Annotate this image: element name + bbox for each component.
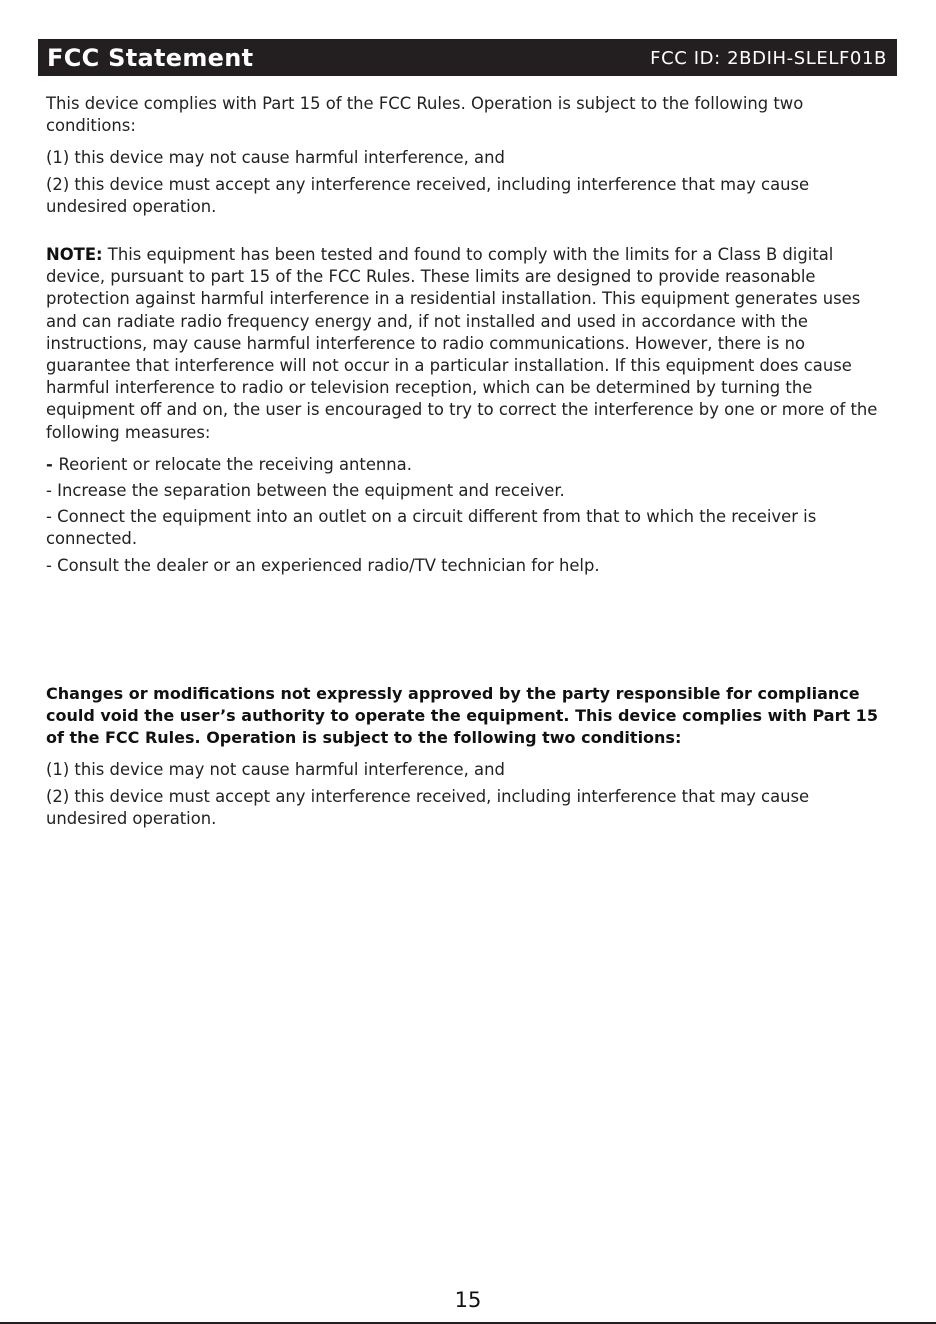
note-paragraph — [46, 244, 891, 444]
measure-item: - Consult the dealer or an experienced radio/TV technician for help. — [46, 555, 600, 575]
header-bar — [38, 39, 897, 76]
page-number: 15 — [454, 1288, 482, 1312]
fcc-id: FCC ID: 2BDIH-SLELF01B — [650, 48, 887, 69]
compliance-intro: This device complies with Part 15 of the FCC Rules. Operation is subject to the following two conditions: — [46, 94, 804, 136]
measure-item: - Connect the equipment into an outlet on a circuit different from that to which the receiver is connected. — [46, 507, 817, 549]
dash-bullet: - — [46, 454, 59, 474]
note-label: NOTE: — [46, 245, 103, 265]
condition-2: (2) this device must accept any interference received, including interference that may cause undesired operation. — [46, 174, 810, 216]
condition-2: (2) this device must accept any interference received, including interference that may cause undesired operation. — [46, 786, 810, 828]
modification-warning: Changes or modifications not expressly approved by the party responsible for compliance could void the user’s authority to operate the equipment. This device complies with Part 15 of the FCC Rules. Operation is subject to the following two conditions: — [46, 683, 878, 748]
measure-text: Reorient or relocate the receiving antenna. — [58, 454, 412, 474]
measure-item: - Increase the separation between the equipment and receiver. — [46, 481, 565, 501]
document-body — [46, 93, 891, 830]
condition-1: (1) this device may not cause harmful interference, and — [46, 148, 505, 168]
measure-item — [46, 454, 891, 476]
note-text: This equipment has been tested and found to comply with the limits for a Class B digital device, pursuant to part 15 of the FCC Rules. These limits are designed to provide reasonable protection against harmful interference in a residential installation. This equipment generates uses and can radiate radio frequency energy and, if not installed and used in accordance with the instructions, may cause harmful interference to radio communications. However, there is no guarantee that interference will not occur in a particular installation. If this equipment does cause harmful interference to radio or television reception, which can be determined by turning the equipment off and on, the user is encouraged to try to correct the interference by one or more of the following measures: — [46, 245, 878, 442]
condition-1: (1) this device may not cause harmful interference, and — [46, 760, 505, 780]
page-title: FCC Statement — [47, 44, 254, 72]
